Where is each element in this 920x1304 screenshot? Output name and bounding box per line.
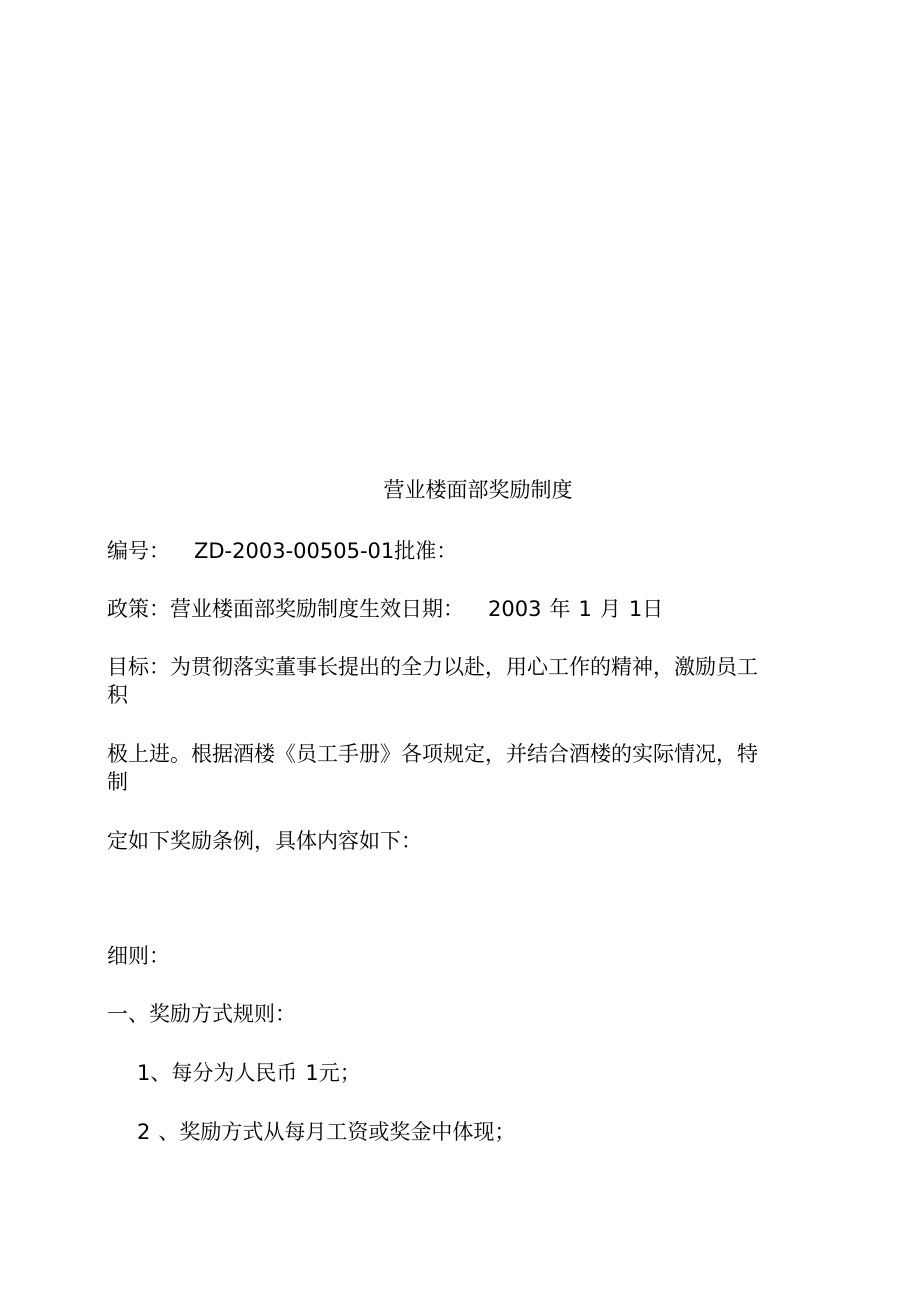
section-1-heading: 一、奖励方式规则： [107,1002,296,1026]
code-value: ZD-2003-00505-01 [194,539,395,563]
date-day: 1 [628,597,643,621]
policy-label: 政策：营业楼面部奖励制度生效日期： [107,597,464,621]
date-year: 2003 [488,597,542,621]
document-title: 营业楼面部奖励制度 [383,478,573,502]
item-1-amount: 1 [305,1061,319,1085]
goal-line-1-wrap: 积 [107,683,128,707]
item-2-number: 2 [137,1120,151,1144]
goal-line-3: 定如下奖励条例，具体内容如下： [107,829,422,853]
item-2-text: 、奖励方式从每月工资或奖金中体现； [158,1120,516,1144]
item-1-number: 1 [137,1061,151,1085]
goal-line-1: 目标：为贯彻落实董事长提出的全力以赴，用心工作的精神，激励员工 [107,655,758,679]
date-month: 1 [578,597,592,621]
approve-label: 批准： [394,539,458,563]
list-item-2 [137,1118,515,1146]
date-year-unit: 年 [549,597,571,621]
code-label: 编号： [107,539,170,563]
item-1-text-pre: 、每分为人民币 [150,1061,298,1085]
details-label: 细则： [107,944,170,968]
date-day-unit: 日 [642,597,664,621]
policy-line [107,595,663,623]
code-line [107,537,457,565]
item-1-text-post: 元； [318,1061,361,1085]
goal-line-2: 极上进。根据酒楼《员工手册》各项规定，并结合酒楼的实际情况，特 [107,742,758,766]
goal-line-2-wrap: 制 [107,770,128,794]
date-month-unit: 月 [599,597,621,621]
list-item-1 [137,1059,361,1087]
